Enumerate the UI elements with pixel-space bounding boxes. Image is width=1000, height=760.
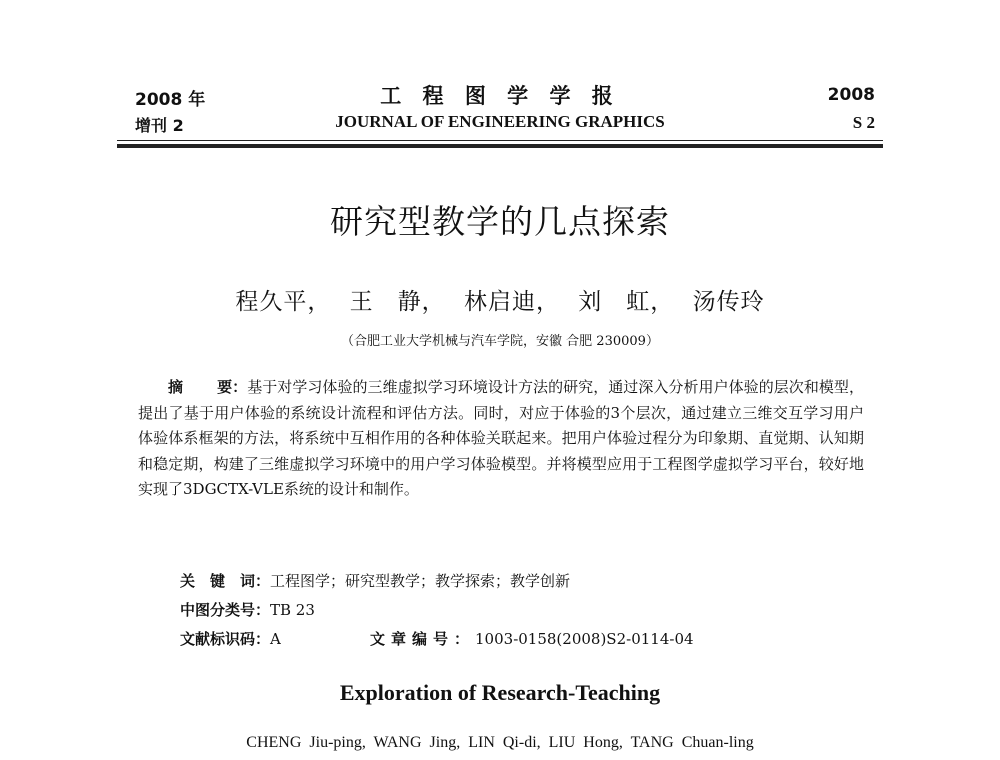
- issue-number-en: S 2: [852, 113, 875, 132]
- authors-en: CHENG Jiu-ping, WANG Jing, LIN Qi-di, LIU Hong, TANG Chuan-ling: [246, 734, 754, 751]
- abstract: [138, 375, 864, 503]
- keywords-row: [180, 570, 570, 591]
- article-number-label: 文章编号：: [370, 630, 476, 648]
- header-rule-thin: [117, 140, 883, 141]
- doc-code-row: [180, 628, 281, 649]
- authors-cn: 程久平， 王 静， 林启迪， 刘 虹， 汤传玲: [235, 289, 765, 315]
- article-title-en: Exploration of Research-Teaching: [339, 680, 661, 705]
- keywords-value: 工程图学；研究型教学；教学探索；教学创新: [270, 572, 571, 590]
- clc-value: TB 23: [270, 601, 315, 619]
- article-number-row: [370, 628, 694, 649]
- abstract-label-a: 摘: [168, 378, 184, 396]
- article-number-value: 1003-0158(2008)S2-0114-04: [475, 630, 694, 648]
- journal-title-en: JOURNAL OF ENGINEERING GRAPHICS: [335, 112, 665, 131]
- journal-title-cn: 工 程 图 学 学 报: [380, 84, 620, 108]
- issue-number-cn: 增刊 2: [135, 116, 184, 135]
- doc-code-label: 文献标识码：: [180, 630, 271, 648]
- article-title-cn: 研究型教学的几点探索: [330, 202, 670, 241]
- issue-year-cn: 2008 年: [135, 90, 206, 110]
- doc-code-value: A: [270, 630, 281, 648]
- header-rule-thick: [117, 144, 883, 148]
- keywords-label: 关 键 词：: [180, 572, 271, 590]
- abstract-label-b: 要：: [217, 378, 248, 396]
- clc-row: [180, 599, 315, 620]
- clc-label: 中图分类号：: [180, 601, 271, 619]
- issue-year-en: 2008: [827, 85, 875, 105]
- abstract-label: [168, 378, 247, 396]
- abstract-text: 基于对学习体验的三维虚拟学习环境设计方法的研究，通过深入分析用户体验的层次和模型，提出了基于用户体验的系统设计流程和评估方法。同时，对应于体验的3个层次，通过建立三维交互学习用户体验体系框架的方法，将系统中互相作用的各种体验关联起来。把用户体验过程分为印象期、直觉期、认知期和稳定期，构建了三维虚拟学习环境中的用户学习体验模型。并将模型应用于工程图学虚拟学习平台，较好地实现了3DGCTX-VLE系统的设计和制作。: [138, 378, 864, 498]
- affiliation-cn: （合肥工业大学机械与汽车学院，安徽 合肥 230009）: [341, 334, 659, 349]
